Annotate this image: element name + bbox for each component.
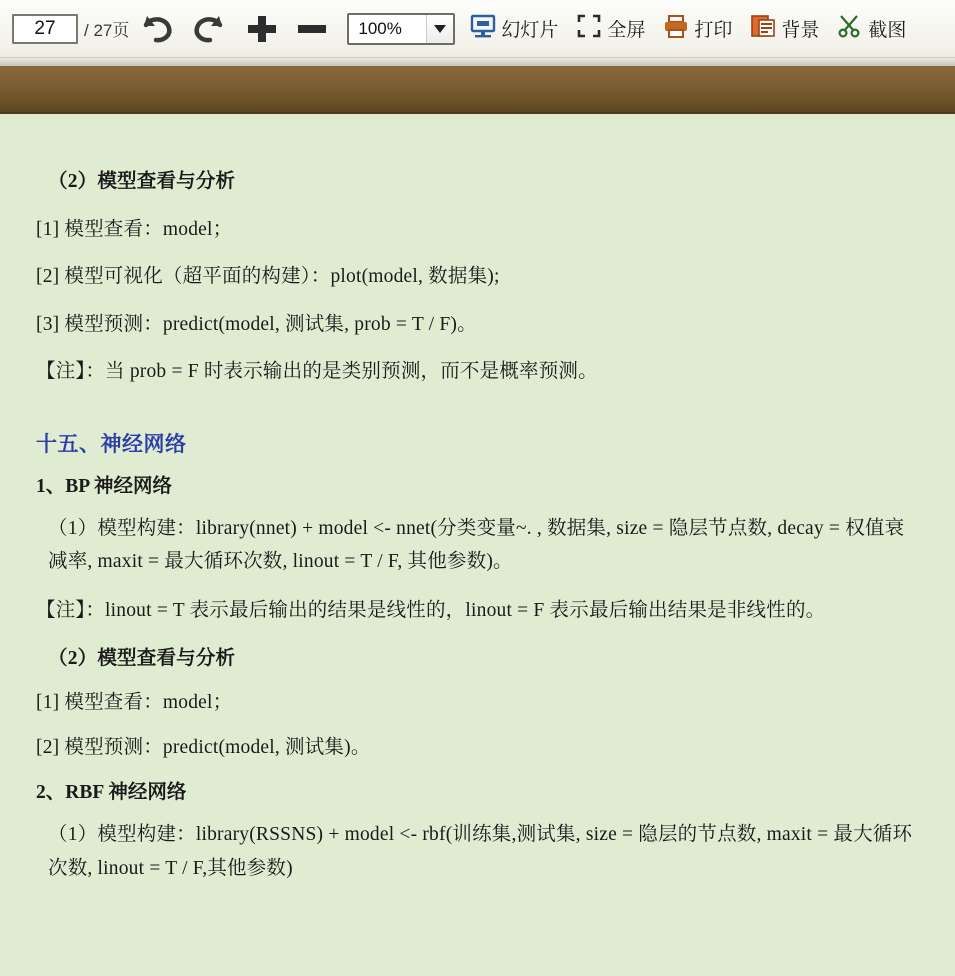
document-header-band xyxy=(0,66,955,114)
plus-icon xyxy=(244,13,280,45)
toolbar xyxy=(0,0,955,58)
redo-icon xyxy=(190,12,230,46)
print-label: 打印 xyxy=(694,20,733,41)
document-page[interactable] xyxy=(0,114,955,976)
paragraph: （2）模型查看与分析 xyxy=(48,171,236,192)
printer-icon xyxy=(663,13,689,44)
redo-button[interactable] xyxy=(183,7,237,51)
fullscreen-button[interactable] xyxy=(567,7,654,51)
chevron-down-icon[interactable] xyxy=(426,15,453,43)
page-total-label: / 27页 xyxy=(84,21,130,40)
toolbar-shadow xyxy=(0,58,955,66)
zoom-level-value: 100% xyxy=(358,18,402,38)
background-button[interactable] xyxy=(741,7,828,51)
paragraph: [1] 模型查看：model； xyxy=(36,692,233,714)
page-navigation xyxy=(12,14,129,44)
slideshow-icon xyxy=(470,13,496,44)
zoom-level-select[interactable] xyxy=(347,13,455,45)
paragraph: （1）模型构建：library(RSSNS) + model <- rbf(训练集,测试集, size = 隐层的节点数, maxit = 最大循环次数, linout = T / F,其他参数) xyxy=(48,824,913,879)
paragraph: 【注】：linout = T 表示最后输出的结果是线性的，linout = F 表示最后输出结果是非线性的。 xyxy=(36,599,826,621)
screenshot-button[interactable] xyxy=(828,7,915,51)
background-icon xyxy=(750,13,776,44)
subsection-heading: 2、RBF 神经网络 xyxy=(36,782,187,804)
paragraph: （2）模型查看与分析 xyxy=(48,647,236,669)
subsection-heading: 1、BP 神经网络 xyxy=(36,475,172,497)
page-number-input[interactable] xyxy=(12,14,78,44)
paragraph: [2] 模型可视化（超平面的构建）：plot(model, 数据集); xyxy=(36,266,500,288)
fullscreen-icon xyxy=(576,13,602,44)
slideshow-label: 幻灯片 xyxy=(501,20,559,41)
zoom-out-button[interactable] xyxy=(287,7,337,51)
paragraph: [1] 模型查看：model； xyxy=(36,218,233,240)
paragraph: （1）模型构建：library(nnet) + model <- nnet(分类变量~. , 数据集, size = 隐层节点数, decay = 权值衰减率, maxit = 最大循环次数, linout = T / F, 其他参数)。 xyxy=(48,517,905,573)
print-button[interactable] xyxy=(654,7,741,51)
scissors-icon xyxy=(837,13,863,44)
fullscreen-label: 全屏 xyxy=(607,20,646,41)
screenshot-label: 截图 xyxy=(868,20,907,41)
document-content xyxy=(0,114,955,885)
zoom-in-button[interactable] xyxy=(237,7,287,51)
section-heading: 十五、神经网络 xyxy=(36,431,187,456)
slideshow-button[interactable] xyxy=(461,7,567,51)
minus-icon xyxy=(294,13,330,45)
background-label: 背景 xyxy=(781,20,820,41)
paragraph: [3] 模型预测：predict(model, 测试集, prob = T / F)。 xyxy=(36,313,477,335)
undo-button[interactable] xyxy=(129,7,183,51)
paragraph: 【注】：当 prob = F 时表示输出的是类别预测，而不是概率预测。 xyxy=(36,361,598,383)
paragraph: [2] 模型预测：predict(model, 测试集)。 xyxy=(36,736,371,758)
undo-icon xyxy=(136,12,176,46)
